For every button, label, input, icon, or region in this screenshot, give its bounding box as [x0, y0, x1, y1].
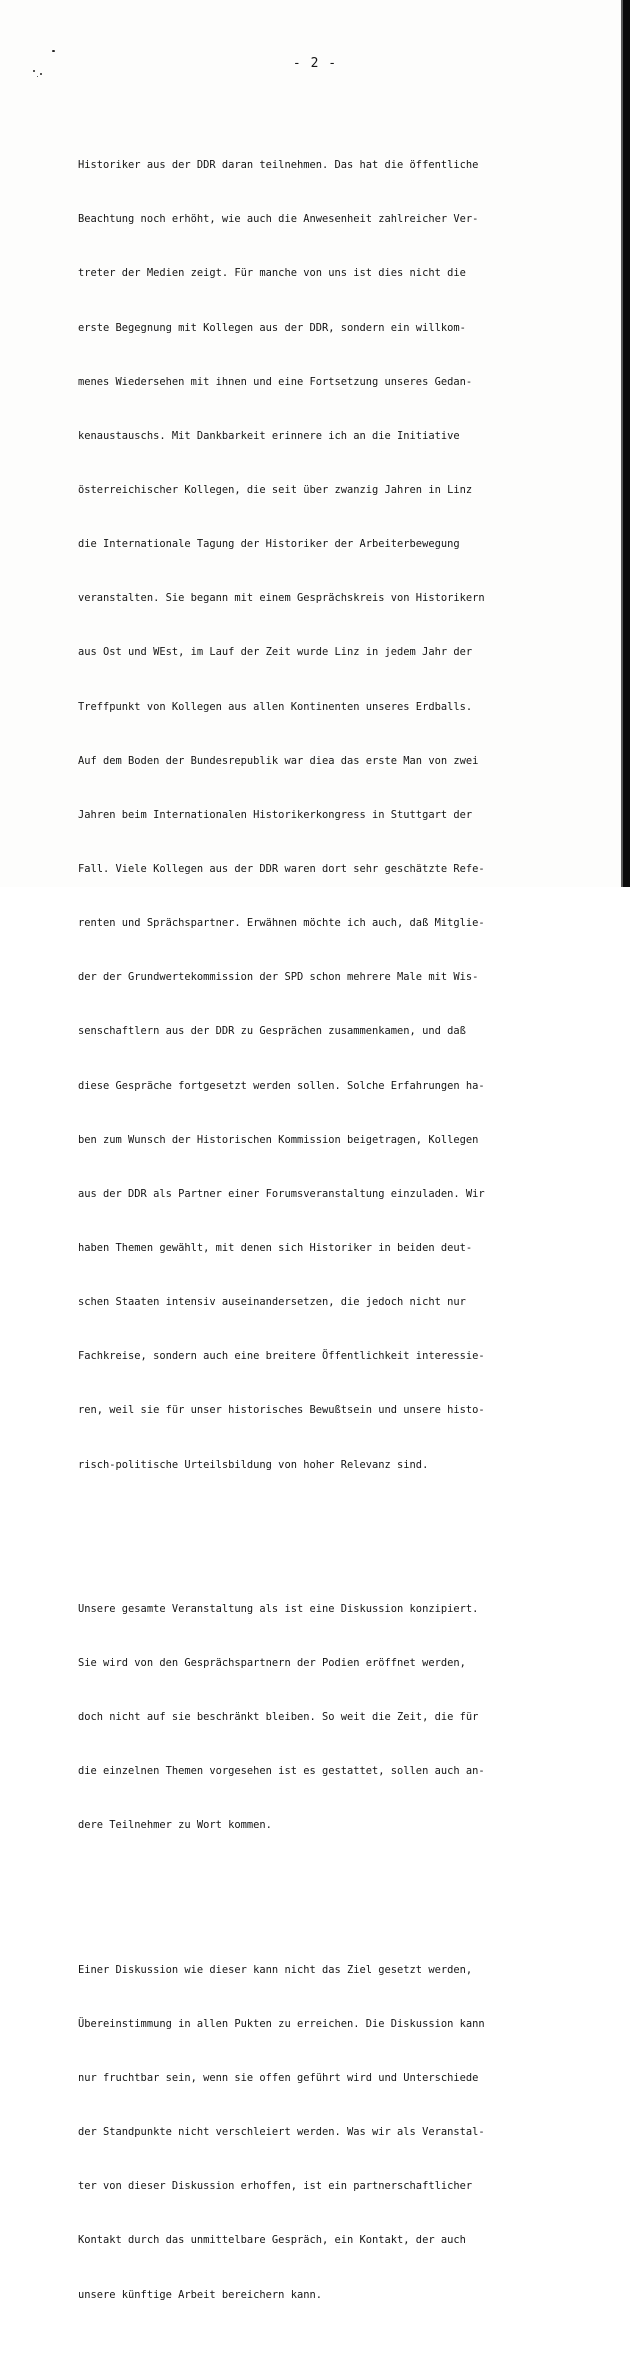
scan-edge-border — [623, 0, 630, 887]
text-line: senschaftlern aus der DDR zu Gesprächen zusammenkamen, und daß — [78, 1025, 466, 1038]
text-line: doch nicht auf sie beschränkt bleiben. So weit die Zeit, die für — [78, 1711, 479, 1724]
text-line: ren, weil sie für unser historisches Bewußtsein und unsere histo- — [78, 1404, 485, 1417]
text-line: der Standpunkte nicht verschleiert werden. Was wir als Veranstal- — [78, 2126, 485, 2139]
text-line: nur fruchtbar sein, wenn sie offen geführt wird und Unterschiede — [78, 2072, 479, 2085]
text-line: Einer Diskussion wie dieser kann nicht das Ziel gesetzt werden, — [78, 1963, 473, 1976]
text-line: dere Teilnehmer zu Wort kommen. — [78, 1819, 272, 1832]
text-line: Kontakt durch das unmittelbare Gespräch, ein Kontakt, der auch — [78, 2234, 466, 2247]
scan-speck — [52, 50, 55, 52]
text-line: Auf dem Boden der Bundesrepublik war diea das erste Man von zwei — [78, 754, 479, 767]
paragraph — [78, 1564, 498, 1871]
document-body — [78, 84, 498, 2376]
text-line: menes Wiedersehen mit ihnen und eine Fortsetzung unseres Gedan- — [78, 375, 473, 388]
text-line: haben Themen gewählt, mit denen sich Historiker in beiden deut- — [78, 1242, 473, 1254]
text-line: schen Staaten intensiv auseinandersetzen, die jedoch nicht nur — [78, 1296, 466, 1309]
text-line: Jahren beim Internationalen Historikerkongress in Stuttgart der — [78, 808, 473, 821]
text-line: Fachkreise, sondern auch eine breitere Öffentlichkeit interessie- — [78, 1350, 485, 1363]
text-line: die einzelnen Themen vorgesehen ist es gestattet, sollen auch an- — [78, 1765, 485, 1778]
text-line: die Internationale Tagung der Historiker der Arbeiterbewegung — [78, 538, 460, 551]
text-line: renten und Sprächspartner. Erwähnen möchte ich auch, daß Mitglie- — [78, 917, 485, 930]
text-line: ben zum Wunsch der Historischen Kommission beigetragen, Kollegen — [78, 1133, 479, 1146]
paragraph — [78, 1925, 498, 2340]
text-line: Treffpunkt von Kollegen aus allen Kontinenten unseres Erdballs. — [78, 700, 473, 713]
text-line: Übereinstimmung in allen Pukten zu erreichen. Die Diskussion kann — [78, 2017, 485, 2030]
text-line: diese Gespräche fortgesetzt werden sollen. Solche Erfahrungen ha- — [78, 1079, 485, 1092]
text-line: kenaustauschs. Mit Dankbarkeit erinnere ich an die Initiative — [78, 429, 460, 442]
text-line: Historiker aus der DDR daran teilnehmen. Das hat die öffentliche — [78, 159, 479, 172]
paragraph — [78, 120, 498, 1510]
text-line: treter der Medien zeigt. Für manche von uns ist dies nicht die — [78, 267, 466, 280]
text-line: der der Grundwertekommission der SPD schon mehrere Male mit Wis- — [78, 971, 479, 984]
text-line: aus Ost und WEst, im Lauf der Zeit wurde Linz in jedem Jahr der — [78, 646, 473, 659]
text-line: Unsere gesamte Veranstaltung als ist eine Diskussion konzipiert. — [78, 1602, 479, 1615]
text-line: erste Begegnung mit Kollegen aus der DDR, sondern ein willkom- — [78, 321, 466, 334]
text-line: Sie wird von den Gesprächspartnern der Podien eröffnet werden, — [78, 1657, 466, 1670]
text-line: Fall. Viele Kollegen aus der DDR waren dort sehr geschätzte Refe- — [78, 863, 485, 876]
text-line: risch-politische Urteilsbildung von hoher Relevanz sind. — [78, 1458, 429, 1471]
text-line: Beachtung noch erhöht, wie auch die Anwesenheit zahlreicher Ver- — [78, 213, 479, 226]
scan-speck — [40, 73, 42, 75]
scan-speck — [37, 76, 38, 77]
text-line: österreichischer Kollegen, die seit über zwanzig Jahren in Linz — [78, 484, 473, 497]
text-line: aus der DDR als Partner einer Forumsveranstaltung einzuladen. Wir — [78, 1187, 485, 1200]
text-line: veranstalten. Sie begann mit einem Gesprächskreis von Historikern — [78, 592, 485, 605]
text-line: ter von dieser Diskussion erhoffen, ist ein partnerschaftlicher — [78, 2180, 473, 2193]
text-line: unsere künftige Arbeit bereichern kann. — [78, 2288, 322, 2301]
page-number: - 2 - — [292, 56, 338, 71]
